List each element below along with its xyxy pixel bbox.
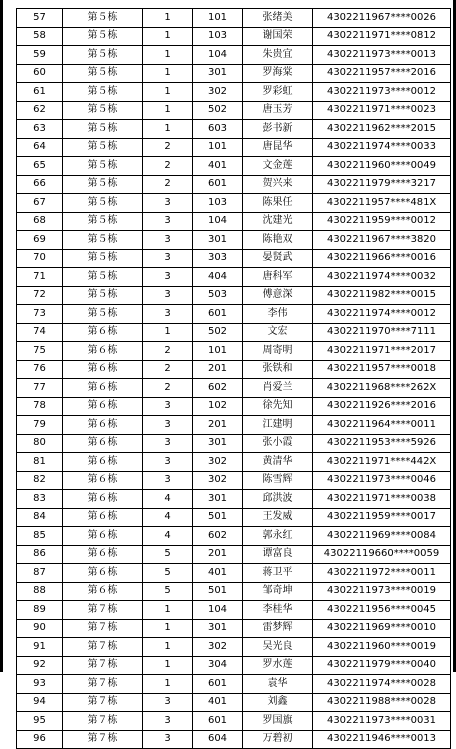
unit-cell: 5 <box>143 582 193 601</box>
table-row <box>17 619 451 638</box>
id-number-cell: 4302211971****442X <box>313 453 451 472</box>
unit-cell: 1 <box>143 638 193 657</box>
row-number-cell: 63 <box>17 120 63 139</box>
id-number-cell: 4302211959****0012 <box>313 212 451 231</box>
id-number-cell: 4302211971****0038 <box>313 490 451 509</box>
room-cell: 603 <box>193 120 243 139</box>
room-cell: 301 <box>193 231 243 250</box>
unit-cell: 4 <box>143 508 193 527</box>
id-number-cell: 43022119660****0059 <box>313 545 451 564</box>
room-cell: 301 <box>193 490 243 509</box>
building-cell: 第６栋 <box>63 508 143 527</box>
building-cell: 第５栋 <box>63 231 143 250</box>
id-number-cell: 4302211960****0049 <box>313 157 451 176</box>
building-cell: 第７栋 <box>63 730 143 749</box>
room-cell: 103 <box>193 194 243 213</box>
room-cell: 401 <box>193 157 243 176</box>
unit-cell: 2 <box>143 379 193 398</box>
building-cell: 第５栋 <box>63 46 143 65</box>
building-cell: 第６栋 <box>63 582 143 601</box>
row-number-cell: 88 <box>17 582 63 601</box>
building-cell: 第６栋 <box>63 434 143 453</box>
resident-name-cell: 吴光良 <box>243 638 313 657</box>
row-number-cell: 82 <box>17 471 63 490</box>
id-number-cell: 4302211974****0012 <box>313 305 451 324</box>
unit-cell: 3 <box>143 712 193 731</box>
id-number-cell: 4302211926****2016 <box>313 397 451 416</box>
id-number-cell: 4302211971****0812 <box>313 27 451 46</box>
building-cell: 第５栋 <box>63 138 143 157</box>
id-number-cell: 4302211972****0011 <box>313 564 451 583</box>
room-cell: 401 <box>193 564 243 583</box>
resident-name-cell: 贺兴来 <box>243 175 313 194</box>
room-cell: 304 <box>193 656 243 675</box>
room-cell: 301 <box>193 619 243 638</box>
resident-name-cell: 陈艳双 <box>243 231 313 250</box>
id-number-cell: 4302211971****0023 <box>313 101 451 120</box>
row-number-cell: 94 <box>17 693 63 712</box>
row-number-cell: 89 <box>17 601 63 620</box>
room-cell: 104 <box>193 212 243 231</box>
room-cell: 301 <box>193 64 243 83</box>
room-cell: 501 <box>193 582 243 601</box>
unit-cell: 2 <box>143 360 193 379</box>
id-number-cell: 4302211964****0011 <box>313 416 451 435</box>
resident-name-cell: 张绪美 <box>243 9 313 28</box>
unit-cell: 1 <box>143 46 193 65</box>
building-cell: 第６栋 <box>63 564 143 583</box>
building-cell: 第６栋 <box>63 490 143 509</box>
room-cell: 301 <box>193 434 243 453</box>
room-cell: 602 <box>193 527 243 546</box>
row-number-cell: 90 <box>17 619 63 638</box>
building-cell: 第７栋 <box>63 693 143 712</box>
row-number-cell: 80 <box>17 434 63 453</box>
table-row <box>17 453 451 472</box>
table-row <box>17 323 451 342</box>
building-cell: 第７栋 <box>63 619 143 638</box>
id-number-cell: 4302211957****0018 <box>313 360 451 379</box>
building-cell: 第５栋 <box>63 157 143 176</box>
table-row <box>17 379 451 398</box>
id-number-cell: 4302211973****0046 <box>313 471 451 490</box>
table-row <box>17 64 451 83</box>
unit-cell: 3 <box>143 286 193 305</box>
row-number-cell: 77 <box>17 379 63 398</box>
building-cell: 第６栋 <box>63 545 143 564</box>
building-cell: 第６栋 <box>63 453 143 472</box>
building-cell: 第７栋 <box>63 638 143 657</box>
row-number-cell: 91 <box>17 638 63 657</box>
table-row <box>17 638 451 657</box>
id-number-cell: 4302211968****262X <box>313 379 451 398</box>
unit-cell: 1 <box>143 27 193 46</box>
building-cell: 第５栋 <box>63 83 143 102</box>
resident-name-cell: 文金莲 <box>243 157 313 176</box>
row-number-cell: 96 <box>17 730 63 749</box>
id-number-cell: 4302211970****7111 <box>313 323 451 342</box>
unit-cell: 3 <box>143 305 193 324</box>
unit-cell: 1 <box>143 101 193 120</box>
table-row <box>17 83 451 102</box>
resident-name-cell: 沈建光 <box>243 212 313 231</box>
room-cell: 502 <box>193 101 243 120</box>
table-row <box>17 101 451 120</box>
row-number-cell: 68 <box>17 212 63 231</box>
table-row <box>17 46 451 65</box>
table-row <box>17 545 451 564</box>
building-cell: 第５栋 <box>63 27 143 46</box>
room-cell: 604 <box>193 730 243 749</box>
resident-name-cell: 谢国荣 <box>243 27 313 46</box>
building-cell: 第５栋 <box>63 120 143 139</box>
table-row <box>17 601 451 620</box>
room-cell: 101 <box>193 138 243 157</box>
room-cell: 404 <box>193 268 243 287</box>
resident-name-cell: 王发威 <box>243 508 313 527</box>
row-number-cell: 69 <box>17 231 63 250</box>
row-number-cell: 92 <box>17 656 63 675</box>
building-cell: 第５栋 <box>63 101 143 120</box>
row-number-cell: 58 <box>17 27 63 46</box>
row-number-cell: 75 <box>17 342 63 361</box>
resident-name-cell: 雷梦辉 <box>243 619 313 638</box>
resident-name-cell: 唐科军 <box>243 268 313 287</box>
id-number-cell: 4302211962****2015 <box>313 120 451 139</box>
row-number-cell: 81 <box>17 453 63 472</box>
id-number-cell: 4302211973****0013 <box>313 46 451 65</box>
id-number-cell: 4302211973****0012 <box>313 83 451 102</box>
resident-name-cell: 傅意深 <box>243 286 313 305</box>
unit-cell: 4 <box>143 490 193 509</box>
unit-cell: 3 <box>143 249 193 268</box>
building-cell: 第５栋 <box>63 9 143 28</box>
resident-name-cell: 郭永红 <box>243 527 313 546</box>
id-number-cell: 4302211967****3820 <box>313 231 451 250</box>
row-number-cell: 95 <box>17 712 63 731</box>
id-number-cell: 4302211974****0033 <box>313 138 451 157</box>
table-row <box>17 712 451 731</box>
row-number-cell: 93 <box>17 675 63 694</box>
table-row <box>17 564 451 583</box>
table-row <box>17 490 451 509</box>
id-number-cell: 4302211973****0031 <box>313 712 451 731</box>
room-cell: 601 <box>193 175 243 194</box>
resident-name-cell: 刘鑫 <box>243 693 313 712</box>
row-number-cell: 67 <box>17 194 63 213</box>
unit-cell: 1 <box>143 64 193 83</box>
resident-name-cell: 张小霞 <box>243 434 313 453</box>
resident-name-cell: 李伟 <box>243 305 313 324</box>
resident-name-cell: 罗彩虹 <box>243 83 313 102</box>
row-number-cell: 73 <box>17 305 63 324</box>
unit-cell: 2 <box>143 342 193 361</box>
room-cell: 601 <box>193 712 243 731</box>
building-cell: 第５栋 <box>63 268 143 287</box>
table-row <box>17 730 451 749</box>
room-cell: 601 <box>193 675 243 694</box>
table-row <box>17 286 451 305</box>
building-cell: 第６栋 <box>63 342 143 361</box>
building-cell: 第６栋 <box>63 397 143 416</box>
table-row <box>17 342 451 361</box>
building-cell: 第５栋 <box>63 286 143 305</box>
row-number-cell: 61 <box>17 83 63 102</box>
id-number-cell: 4302211946****0013 <box>313 730 451 749</box>
room-cell: 503 <box>193 286 243 305</box>
room-cell: 501 <box>193 508 243 527</box>
unit-cell: 3 <box>143 397 193 416</box>
unit-cell: 2 <box>143 138 193 157</box>
room-cell: 104 <box>193 601 243 620</box>
table-row <box>17 231 451 250</box>
table-row <box>17 9 451 28</box>
room-cell: 104 <box>193 46 243 65</box>
row-number-cell: 85 <box>17 527 63 546</box>
id-number-cell: 4302211957****2016 <box>313 64 451 83</box>
building-cell: 第７栋 <box>63 712 143 731</box>
unit-cell: 3 <box>143 434 193 453</box>
table-row <box>17 471 451 490</box>
building-cell: 第６栋 <box>63 323 143 342</box>
room-cell: 601 <box>193 305 243 324</box>
table-row <box>17 582 451 601</box>
building-cell: 第５栋 <box>63 64 143 83</box>
row-number-cell: 64 <box>17 138 63 157</box>
resident-name-cell: 江建明 <box>243 416 313 435</box>
row-number-cell: 60 <box>17 64 63 83</box>
unit-cell: 1 <box>143 619 193 638</box>
table-row <box>17 675 451 694</box>
row-number-cell: 62 <box>17 101 63 120</box>
resident-name-cell: 文宏 <box>243 323 313 342</box>
row-number-cell: 57 <box>17 9 63 28</box>
table-row <box>17 416 451 435</box>
id-number-cell: 4302211960****0019 <box>313 638 451 657</box>
unit-cell: 1 <box>143 656 193 675</box>
unit-cell: 1 <box>143 323 193 342</box>
building-cell: 第５栋 <box>63 305 143 324</box>
row-number-cell: 65 <box>17 157 63 176</box>
room-cell: 103 <box>193 27 243 46</box>
room-cell: 303 <box>193 249 243 268</box>
unit-cell: 1 <box>143 120 193 139</box>
resident-name-cell: 朱贵宜 <box>243 46 313 65</box>
id-number-cell: 4302211982****0015 <box>313 286 451 305</box>
resident-name-cell: 张铁和 <box>243 360 313 379</box>
row-number-cell: 72 <box>17 286 63 305</box>
page-left-edge <box>0 0 3 672</box>
table-row <box>17 249 451 268</box>
unit-cell: 3 <box>143 194 193 213</box>
unit-cell: 3 <box>143 212 193 231</box>
building-cell: 第７栋 <box>63 675 143 694</box>
unit-cell: 1 <box>143 601 193 620</box>
row-number-cell: 84 <box>17 508 63 527</box>
row-number-cell: 76 <box>17 360 63 379</box>
room-cell: 201 <box>193 360 243 379</box>
id-number-cell: 4302211979****0040 <box>313 656 451 675</box>
table-row <box>17 194 451 213</box>
row-number-cell: 74 <box>17 323 63 342</box>
row-number-cell: 78 <box>17 397 63 416</box>
row-number-cell: 66 <box>17 175 63 194</box>
unit-cell: 3 <box>143 231 193 250</box>
resident-name-cell: 邹奇坤 <box>243 582 313 601</box>
room-cell: 201 <box>193 545 243 564</box>
row-number-cell: 70 <box>17 249 63 268</box>
id-number-cell: 4302211956****0045 <box>313 601 451 620</box>
id-number-cell: 4302211957****481X <box>313 194 451 213</box>
table-row <box>17 527 451 546</box>
table-row <box>17 693 451 712</box>
resident-name-cell: 袁华 <box>243 675 313 694</box>
table-row <box>17 305 451 324</box>
resident-name-cell: 蒋卫平 <box>243 564 313 583</box>
resident-name-cell: 晏贤武 <box>243 249 313 268</box>
room-cell: 102 <box>193 397 243 416</box>
row-number-cell: 83 <box>17 490 63 509</box>
building-cell: 第６栋 <box>63 360 143 379</box>
unit-cell: 3 <box>143 453 193 472</box>
room-cell: 302 <box>193 453 243 472</box>
unit-cell: 3 <box>143 416 193 435</box>
building-cell: 第５栋 <box>63 175 143 194</box>
room-cell: 401 <box>193 693 243 712</box>
room-cell: 101 <box>193 342 243 361</box>
room-cell: 502 <box>193 323 243 342</box>
room-cell: 302 <box>193 638 243 657</box>
table-row <box>17 434 451 453</box>
building-cell: 第７栋 <box>63 656 143 675</box>
id-number-cell: 4302211971****2017 <box>313 342 451 361</box>
resident-name-cell: 罗水莲 <box>243 656 313 675</box>
resident-name-cell: 陈雪辉 <box>243 471 313 490</box>
resident-name-cell: 唐昆华 <box>243 138 313 157</box>
id-number-cell: 4302211973****0019 <box>313 582 451 601</box>
room-cell: 302 <box>193 471 243 490</box>
building-cell: 第７栋 <box>63 601 143 620</box>
resident-name-cell: 邱洪波 <box>243 490 313 509</box>
unit-cell: 3 <box>143 268 193 287</box>
building-cell: 第５栋 <box>63 249 143 268</box>
room-cell: 302 <box>193 83 243 102</box>
id-number-cell: 4302211953****5926 <box>313 434 451 453</box>
resident-name-cell: 罗海棠 <box>243 64 313 83</box>
resident-name-cell: 黄清华 <box>243 453 313 472</box>
id-number-cell: 4302211988****0028 <box>313 693 451 712</box>
table-row <box>17 175 451 194</box>
unit-cell: 3 <box>143 471 193 490</box>
unit-cell: 2 <box>143 157 193 176</box>
table-row <box>17 268 451 287</box>
building-cell: 第６栋 <box>63 379 143 398</box>
row-number-cell: 79 <box>17 416 63 435</box>
resident-name-cell: 肖爱兰 <box>243 379 313 398</box>
row-number-cell: 59 <box>17 46 63 65</box>
id-number-cell: 4302211969****0084 <box>313 527 451 546</box>
table-row <box>17 212 451 231</box>
id-number-cell: 4302211959****0017 <box>313 508 451 527</box>
resident-name-cell: 徐先知 <box>243 397 313 416</box>
unit-cell: 5 <box>143 564 193 583</box>
building-cell: 第５栋 <box>63 194 143 213</box>
unit-cell: 2 <box>143 175 193 194</box>
room-cell: 201 <box>193 416 243 435</box>
table-row <box>17 360 451 379</box>
row-number-cell: 86 <box>17 545 63 564</box>
id-number-cell: 4302211974****0032 <box>313 268 451 287</box>
building-cell: 第６栋 <box>63 527 143 546</box>
resident-table-body <box>17 9 451 749</box>
unit-cell: 4 <box>143 527 193 546</box>
unit-cell: 3 <box>143 693 193 712</box>
id-number-cell: 4302211979****3217 <box>313 175 451 194</box>
resident-name-cell: 唐玉芳 <box>243 101 313 120</box>
id-number-cell: 4302211967****0026 <box>313 9 451 28</box>
row-number-cell: 71 <box>17 268 63 287</box>
id-number-cell: 4302211974****0028 <box>313 675 451 694</box>
resident-name-cell: 罗国旗 <box>243 712 313 731</box>
unit-cell: 3 <box>143 730 193 749</box>
unit-cell: 1 <box>143 675 193 694</box>
table-row <box>17 157 451 176</box>
resident-name-cell: 李桂华 <box>243 601 313 620</box>
building-cell: 第６栋 <box>63 416 143 435</box>
resident-name-cell: 彭书新 <box>243 120 313 139</box>
table-row <box>17 397 451 416</box>
resident-name-cell: 陈果任 <box>243 194 313 213</box>
room-cell: 101 <box>193 9 243 28</box>
building-cell: 第６栋 <box>63 471 143 490</box>
row-number-cell: 87 <box>17 564 63 583</box>
unit-cell: 1 <box>143 9 193 28</box>
resident-table <box>16 8 451 749</box>
resident-name-cell: 万碧初 <box>243 730 313 749</box>
table-row <box>17 120 451 139</box>
unit-cell: 1 <box>143 83 193 102</box>
id-number-cell: 4302211966****0016 <box>313 249 451 268</box>
room-cell: 602 <box>193 379 243 398</box>
id-number-cell: 4302211969****0010 <box>313 619 451 638</box>
building-cell: 第５栋 <box>63 212 143 231</box>
resident-name-cell: 周寄明 <box>243 342 313 361</box>
table-row <box>17 138 451 157</box>
unit-cell: 5 <box>143 545 193 564</box>
resident-name-cell: 谭富良 <box>243 545 313 564</box>
table-row <box>17 27 451 46</box>
table-row <box>17 508 451 527</box>
